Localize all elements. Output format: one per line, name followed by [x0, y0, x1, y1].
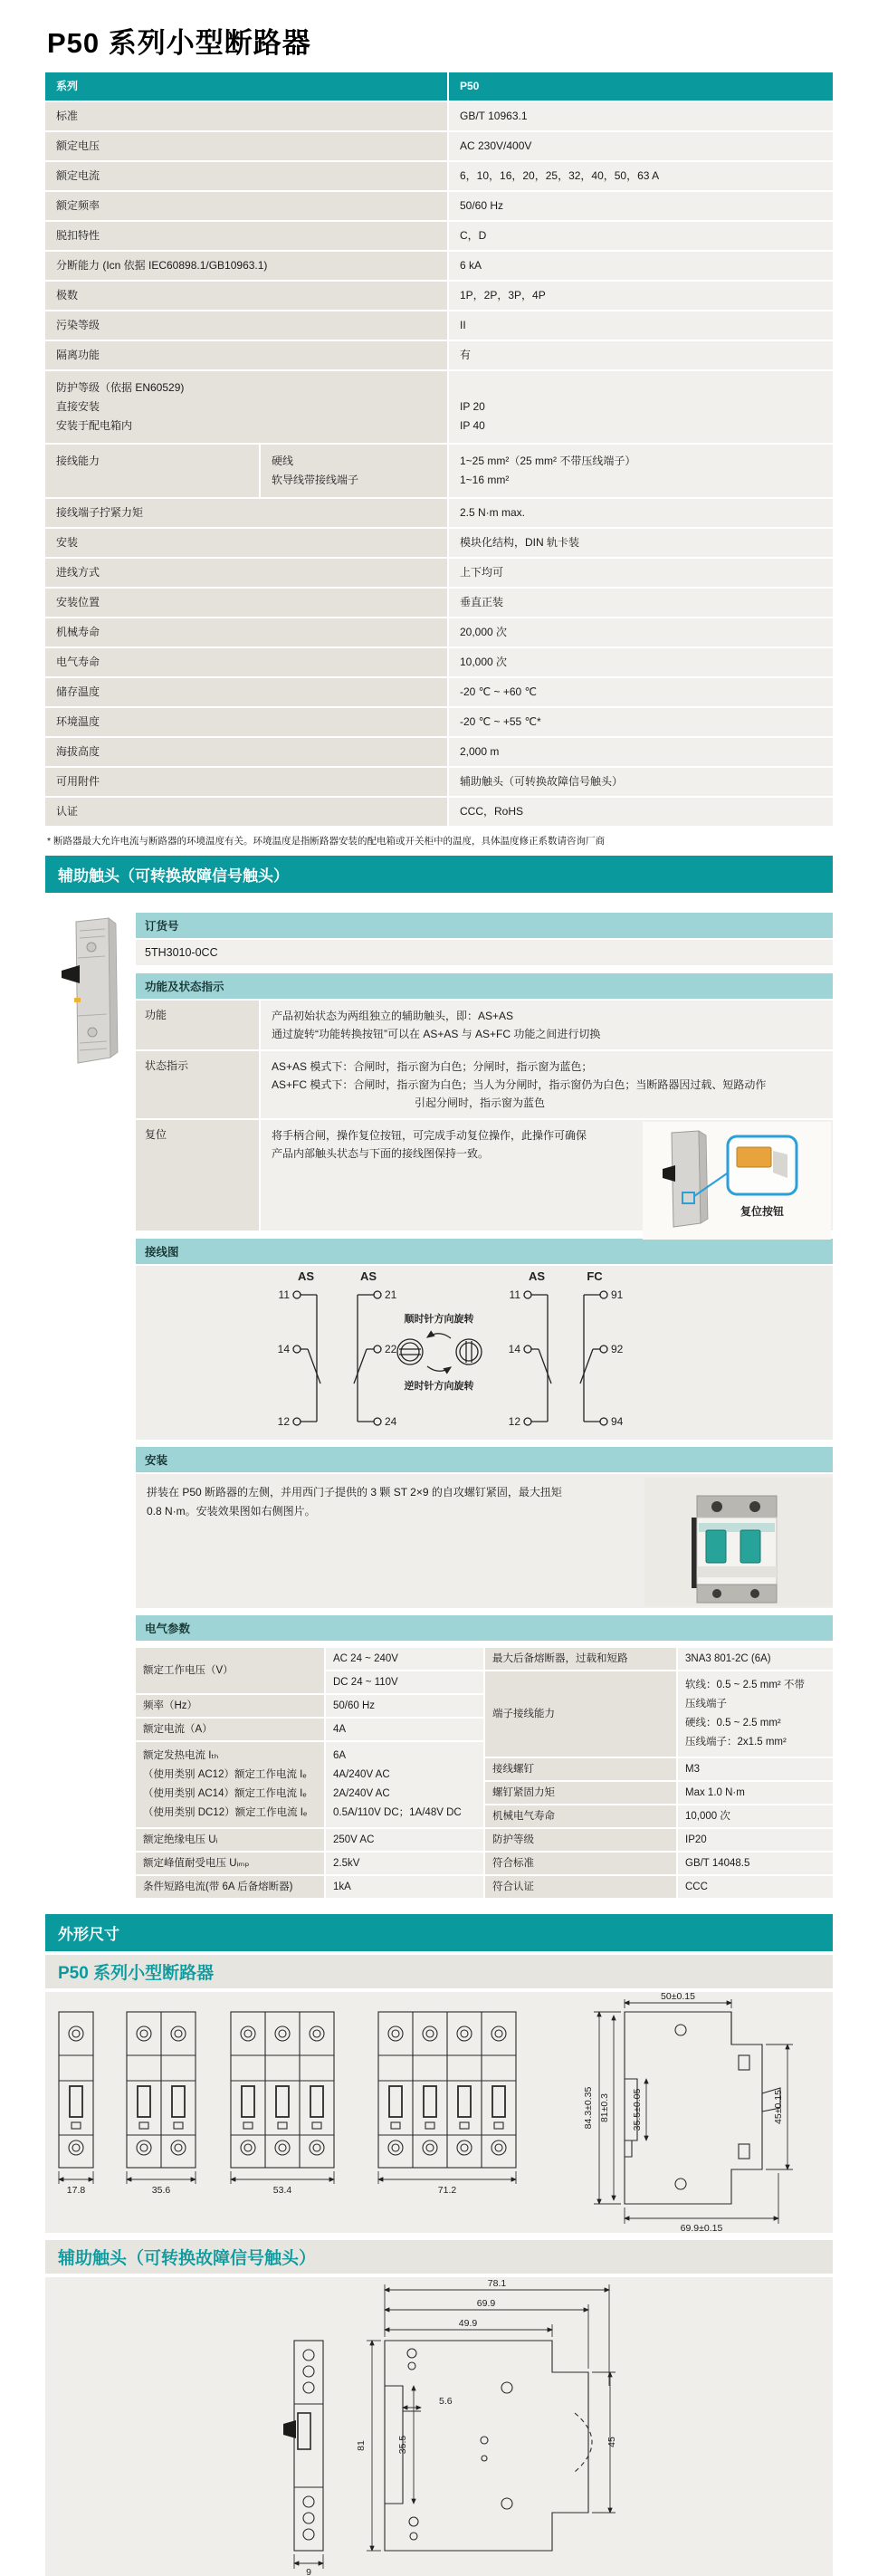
table-row	[485, 1782, 833, 1804]
table-row	[136, 1719, 483, 1740]
section-bar-dimensions: 外形尺寸	[45, 1914, 833, 1951]
row-value: 上下均可	[449, 559, 833, 587]
svg-text:84.3±0.35: 84.3±0.35	[583, 2086, 594, 2130]
row-value: 4A	[326, 1719, 483, 1740]
table-row	[45, 499, 833, 527]
reset-button-callout-image	[643, 1122, 831, 1240]
row-label: 额定绝缘电压 Uᵢ	[136, 1829, 324, 1851]
table-row	[136, 1853, 483, 1874]
svg-text:22: 22	[385, 1343, 397, 1355]
svg-text:FC: FC	[587, 1269, 603, 1283]
table-row	[45, 311, 833, 340]
svg-text:9: 9	[306, 2567, 311, 2576]
electrical-left	[136, 1648, 483, 1898]
svg-text:71.2: 71.2	[437, 2185, 457, 2196]
table-row	[45, 798, 833, 826]
table-row	[45, 738, 833, 766]
order-number-value: 5TH3010-0CC	[136, 940, 833, 965]
table-row	[45, 559, 833, 587]
svg-text:顺时针方向旋转: 顺时针方向旋转	[404, 1314, 474, 1325]
svg-text:11: 11	[278, 1288, 290, 1301]
svg-text:复位按钮: 复位按钮	[740, 1205, 785, 1218]
table-row	[136, 1829, 483, 1851]
row-label: 标准	[45, 102, 447, 130]
row-value: IP 20 IP 40	[449, 371, 833, 443]
table-row	[45, 132, 833, 160]
row-value: Max 1.0 N·m	[678, 1782, 833, 1804]
row-value: GB/T 14048.5	[678, 1853, 833, 1874]
row-label: 额定频率	[45, 192, 447, 220]
table-row	[45, 252, 833, 280]
svg-text:81±0.3: 81±0.3	[599, 2092, 610, 2123]
svg-text:49.9: 49.9	[458, 2318, 478, 2329]
row-label: 机械寿命	[45, 618, 447, 646]
svg-text:35.6: 35.6	[151, 2185, 171, 2196]
row-label: 认证	[45, 798, 447, 826]
spec-table	[45, 72, 833, 826]
table-row	[45, 222, 833, 250]
row-value: 将手柄合闸，操作复位按钮，可完成手动复位操作，此操作可确保 产品内部触头状态与下面的接线图保持一致。 复位按钮	[261, 1120, 833, 1231]
row-value: 10,000 次	[678, 1805, 833, 1827]
electrical-table	[136, 1648, 833, 1898]
row-label: 电气寿命	[45, 648, 447, 676]
row-value: 6，10，16，20，25，32，40，50，63 A	[449, 162, 833, 190]
row-value: AC 24 ~ 240V	[326, 1648, 483, 1670]
aux-contact-photo	[51, 915, 129, 1070]
svg-text:50±0.15: 50±0.15	[661, 1992, 695, 2002]
svg-text:24: 24	[385, 1415, 397, 1428]
row-label: 状态指示	[136, 1051, 259, 1118]
electrical-right	[485, 1648, 833, 1898]
row-value: 50/60 Hz	[449, 192, 833, 220]
spec-header-label: 系列	[45, 72, 447, 101]
electrical-header: 电气参数	[136, 1615, 833, 1641]
row-value: 2,000 m	[449, 738, 833, 766]
wiring-diagram-panel	[136, 1266, 833, 1440]
row-label: 额定工作电压（V）	[136, 1648, 324, 1693]
table-row	[45, 589, 833, 617]
table-row	[485, 1876, 833, 1898]
svg-text:69.9±0.15: 69.9±0.15	[680, 2223, 723, 2233]
row-label: 频率（Hz）	[136, 1695, 324, 1717]
row-value: 50/60 Hz	[326, 1695, 483, 1717]
table-row	[45, 708, 833, 736]
row-label: 接线端子拧紧力矩	[45, 499, 447, 527]
row-value: II	[449, 311, 833, 340]
table-row	[45, 341, 833, 369]
install-text: 拼装在 P50 断路器的左侧，并用西门子提供的 3 颗 ST 2×9 的自攻螺钉紧固，最大扭矩 0.8 N·m。安装效果图如右侧图片。	[147, 1486, 562, 1518]
row-label: 额定发热电流 Iₜₕ （使用类别 AC12）额定工作电流 Iₑ （使用类别 AC14）额定工作电流 Iₑ （使用类别 DC12）额定工作电流 Iₑ	[136, 1742, 324, 1827]
svg-text:53.4: 53.4	[272, 2185, 292, 2196]
dimension-drawing-aux	[276, 2277, 665, 2576]
status-row	[136, 1051, 833, 1118]
page-title: P50 系列小型断路器	[47, 27, 311, 59]
svg-text:12: 12	[508, 1415, 520, 1428]
svg-text:91: 91	[611, 1288, 624, 1301]
row-label: 分断能力 (Icn 依据 IEC60898.1/GB10963.1)	[45, 252, 447, 280]
row-label: 安装	[45, 529, 447, 557]
row-label: 螺钉紧固力矩	[485, 1782, 676, 1804]
row-label: 防护等级	[485, 1829, 676, 1851]
row-value: -20 ℃ ~ +60 ℃	[449, 678, 833, 706]
row-value: DC 24 ~ 110V	[326, 1671, 483, 1693]
row-value: 1kA	[326, 1876, 483, 1898]
table-row	[485, 1758, 833, 1780]
row-value: AS+AS 模式下：合闸时，指示窗为白色；分闸时，指示窗为蓝色； AS+FC 模式下：合闸时，指示窗为白色；当人为分闸时，指示窗仍为白色；当断路器因过载、短路动作 引起分闸时，指示窗为蓝色	[261, 1051, 833, 1118]
row-label: 功能	[136, 1001, 259, 1049]
install-panel	[136, 1474, 833, 1608]
row-label: 接线螺钉	[485, 1758, 676, 1780]
reset-row	[136, 1120, 833, 1231]
wiring-diagram-header: 接线图	[136, 1239, 833, 1264]
terminal-capacity-row	[485, 1671, 833, 1757]
aux-section-body	[136, 913, 833, 1898]
row-value: 产品初始状态为两组独立的辅助触头，即：AS+AS 通过旋转“功能转换按钮”可以在 AS+AS 与 AS+FC 功能之间进行切换	[261, 1001, 833, 1049]
row-label: 隔离功能	[45, 341, 447, 369]
row-value: GB/T 10963.1	[449, 102, 833, 130]
function-status-header: 功能及状态指示	[136, 973, 833, 999]
table-row	[45, 162, 833, 190]
dimensions-subtitle-p50: P50 系列小型断路器	[45, 1955, 833, 1988]
row-value: CCC，RoHS	[449, 798, 833, 826]
current-block-row	[136, 1742, 483, 1827]
svg-text:21: 21	[385, 1288, 397, 1301]
table-row	[136, 1648, 483, 1693]
table-row	[45, 648, 833, 676]
row-label: 脱扣特性	[45, 222, 447, 250]
function-row	[136, 1001, 833, 1049]
svg-text:92: 92	[611, 1343, 624, 1355]
row-label: 储存温度	[45, 678, 447, 706]
row-label: 极数	[45, 282, 447, 310]
table-row	[136, 1695, 483, 1717]
svg-text:35.5±0.05: 35.5±0.05	[632, 2088, 643, 2131]
dimensions-subtitle-aux: 辅助触头（可转换故障信号触头）	[45, 2240, 833, 2274]
row-label: 额定电流（A）	[136, 1719, 324, 1740]
svg-text:81: 81	[356, 2440, 367, 2451]
svg-text:45±0.15: 45±0.15	[773, 2090, 784, 2124]
svg-text:AS: AS	[359, 1269, 377, 1283]
table-row	[485, 1829, 833, 1851]
row-value: 软线：0.5 ~ 2.5 mm² 不带 压线端子 硬线：0.5 ~ 2.5 mm² 压线端子：2x1.5 mm²	[678, 1671, 833, 1757]
footnote: * 断路器最大允许电流与断路器的环境温度有关。环境温度是指断路器安装的配电箱或开关柜中的温度，具体温度修正系数请咨询厂商	[47, 836, 606, 847]
row-label: 环境温度	[45, 708, 447, 736]
installed-breaker-photo	[644, 1478, 833, 1606]
row-value: 有	[449, 341, 833, 369]
row-value: 10,000 次	[449, 648, 833, 676]
table-row	[45, 768, 833, 796]
spec-header-row	[45, 72, 833, 101]
svg-text:AS: AS	[297, 1269, 315, 1283]
row-label: 符合认证	[485, 1876, 676, 1898]
table-row	[136, 1876, 483, 1898]
svg-text:逆时针方向旋转: 逆时针方向旋转	[404, 1381, 474, 1392]
order-number-header: 订货号	[136, 913, 833, 938]
table-row	[485, 1805, 833, 1827]
row-label: 污染等级	[45, 311, 447, 340]
row-sublabel: 硬线 软导线带接线端子	[261, 445, 447, 497]
row-value: 2.5kV	[326, 1853, 483, 1874]
row-label: 接线能力	[45, 445, 259, 497]
dimension-drawing-p50	[45, 1992, 833, 2233]
svg-text:94: 94	[611, 1415, 624, 1428]
svg-text:14: 14	[508, 1343, 520, 1355]
svg-text:35.5: 35.5	[397, 2435, 408, 2455]
row-value: 1P，2P，3P，4P	[449, 282, 833, 310]
row-value: 垂直正装	[449, 589, 833, 617]
row-value: AC 230V/400V	[449, 132, 833, 160]
row-value: C，D	[449, 222, 833, 250]
svg-text:12: 12	[277, 1415, 290, 1428]
row-value: 辅助触头（可转换故障信号触头）	[449, 768, 833, 796]
p50-dimension-panel	[45, 1992, 833, 2233]
table-row	[485, 1853, 833, 1874]
svg-text:AS: AS	[528, 1269, 546, 1283]
row-value: 1~25 mm²（25 mm² 不带压线端子） 1~16 mm²	[449, 445, 833, 497]
spec-header-value: P50	[449, 72, 833, 101]
row-label: 防护等级（依据 EN60529) 直接安装 安装于配电箱内	[45, 371, 447, 443]
svg-text:11: 11	[509, 1288, 520, 1301]
svg-text:14: 14	[277, 1343, 290, 1355]
row-label: 海拔高度	[45, 738, 447, 766]
row-label: 额定峰值耐受电压 Uᵢₘₚ	[136, 1853, 324, 1874]
row-value: 3NA3 801-2C (6A)	[678, 1648, 833, 1670]
install-header: 安装	[136, 1447, 833, 1472]
row-label: 机械电气寿命	[485, 1805, 676, 1827]
row-value: CCC	[678, 1876, 833, 1898]
svg-text:5.6: 5.6	[439, 2396, 453, 2407]
row-label: 符合标准	[485, 1853, 676, 1874]
svg-text:45: 45	[606, 2437, 617, 2447]
row-value: 6 kA	[449, 252, 833, 280]
table-row	[45, 678, 833, 706]
svg-text:17.8: 17.8	[66, 2185, 86, 2196]
row-value: IP20	[678, 1829, 833, 1851]
row-label: 安装位置	[45, 589, 447, 617]
row-value: -20 ℃ ~ +55 ℃*	[449, 708, 833, 736]
section-bar-aux-contact: 辅助触头（可转换故障信号触头）	[45, 856, 833, 893]
row-label: 可用附件	[45, 768, 447, 796]
table-row	[45, 282, 833, 310]
page	[45, 0, 833, 2576]
row-label: 进线方式	[45, 559, 447, 587]
aux-dimension-panel	[45, 2277, 833, 2576]
svg-text:78.1: 78.1	[487, 2278, 507, 2289]
row-value: 250V AC	[326, 1829, 483, 1851]
spec-protection-row	[45, 371, 833, 443]
row-value: 模块化结构，DIN 轨卡装	[449, 529, 833, 557]
table-row	[45, 618, 833, 646]
row-value: 6A 4A/240V AC 2A/240V AC 0.5A/110V DC；1A/48V DC	[326, 1742, 483, 1827]
row-label: 条件短路电流(带 6A 后备熔断器)	[136, 1876, 324, 1898]
table-row	[485, 1648, 833, 1670]
table-row	[45, 102, 833, 130]
row-label: 最大后备熔断器，过载和短路	[485, 1648, 676, 1670]
row-label: 复位	[136, 1120, 259, 1231]
wiring-diagram	[136, 1266, 833, 1440]
row-label: 额定电流	[45, 162, 447, 190]
row-value: 20,000 次	[449, 618, 833, 646]
row-value: M3	[678, 1758, 833, 1780]
spec-capacity-row	[45, 445, 833, 497]
table-row	[45, 192, 833, 220]
table-row	[45, 529, 833, 557]
svg-text:69.9: 69.9	[476, 2298, 496, 2309]
row-label: 端子接线能力	[485, 1671, 676, 1757]
row-label: 额定电压	[45, 132, 447, 160]
row-value: 2.5 N·m max.	[449, 499, 833, 527]
